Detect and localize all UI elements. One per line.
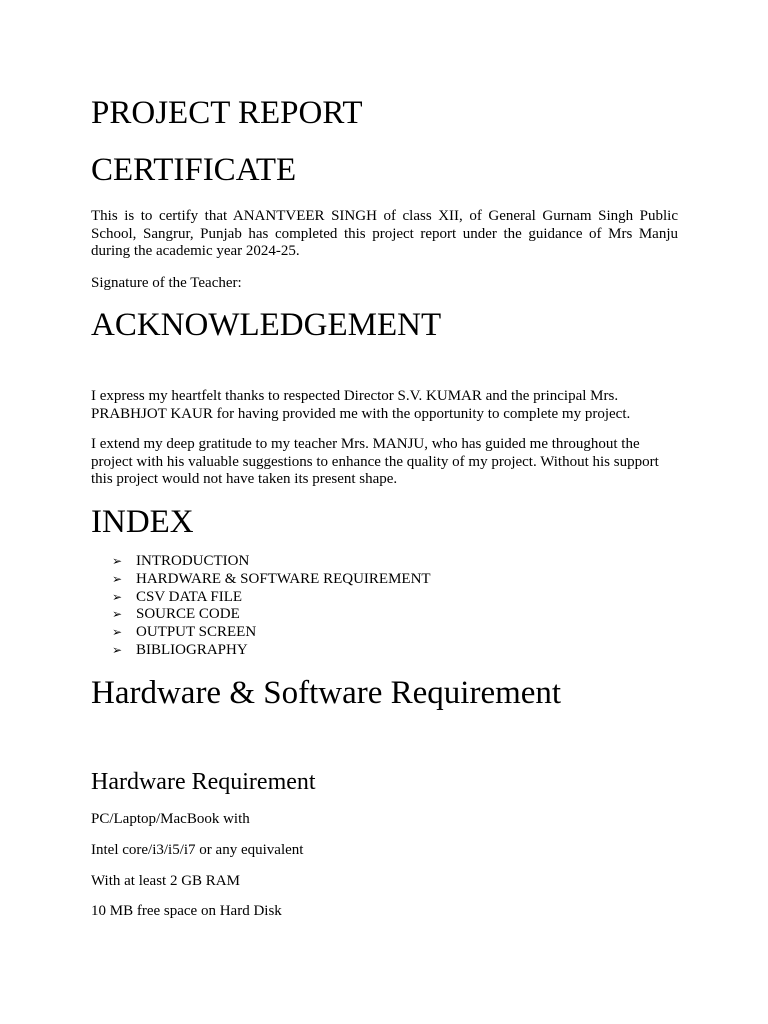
- hardware-line: PC/Laptop/MacBook with: [91, 811, 250, 827]
- list-item: ➢ OUTPUT SCREEN: [112, 624, 257, 641]
- certificate-heading: CERTIFICATE: [91, 152, 297, 188]
- hardware-line: Intel core/i3/i5/i7 or any equivalent: [91, 842, 304, 858]
- list-item: ➢ INTRODUCTION: [112, 553, 250, 569]
- arrow-bullet-icon: ➢: [112, 625, 123, 640]
- arrow-bullet-icon: ➢: [112, 571, 123, 586]
- arrow-bullet-icon: ➢: [112, 554, 123, 568]
- arrow-bullet-icon: ➢: [112, 642, 123, 657]
- acknowledgement-para-1: I express my heartfelt thanks to respected Director S.V. KUMAR and the principal Mrs. PRABHJOT KAUR for having provided me with the opportunity to complete my project.: [91, 388, 631, 422]
- hardware-heading: Hardware Requirement: [91, 769, 316, 795]
- index-heading: INDEX: [91, 504, 194, 540]
- teacher-signature-label: Signature of the Teacher:: [91, 275, 242, 291]
- list-item: ➢ BIBLIOGRAPHY: [112, 641, 248, 658]
- acknowledgement-para-2: I extend my deep gratitude to my teacher Mrs. MANJU, who has guided me throughout the project with his valuable suggestions to enhance the quality of my project. Without his support this project would not have taken its present shape.: [91, 436, 659, 488]
- certificate-body: This is to certify that ANANTVEER SINGH of class XII, of General Gurnam Singh Public School, Sangrur, Punjab has completed this project report under the guidance of Mrs Manju during the academic year 2024-25.: [91, 208, 678, 260]
- list-item: ➢ HARDWARE & SOFTWARE REQUIREMENT: [112, 570, 431, 587]
- arrow-bullet-icon: ➢: [112, 589, 123, 604]
- project-report-heading: PROJECT REPORT: [91, 95, 363, 131]
- acknowledgement-heading: ACKNOWLEDGEMENT: [91, 307, 442, 343]
- list-item: ➢ SOURCE CODE: [112, 606, 240, 623]
- index-list: [91, 553, 431, 660]
- arrow-bullet-icon: ➢: [112, 607, 123, 622]
- hw-sw-heading: Hardware & Software Requirement: [91, 675, 562, 711]
- hardware-line: 10 MB free space on Hard Disk: [91, 903, 282, 919]
- hardware-line: With at least 2 GB RAM: [91, 873, 240, 889]
- list-item: ➢ CSV DATA FILE: [112, 588, 243, 605]
